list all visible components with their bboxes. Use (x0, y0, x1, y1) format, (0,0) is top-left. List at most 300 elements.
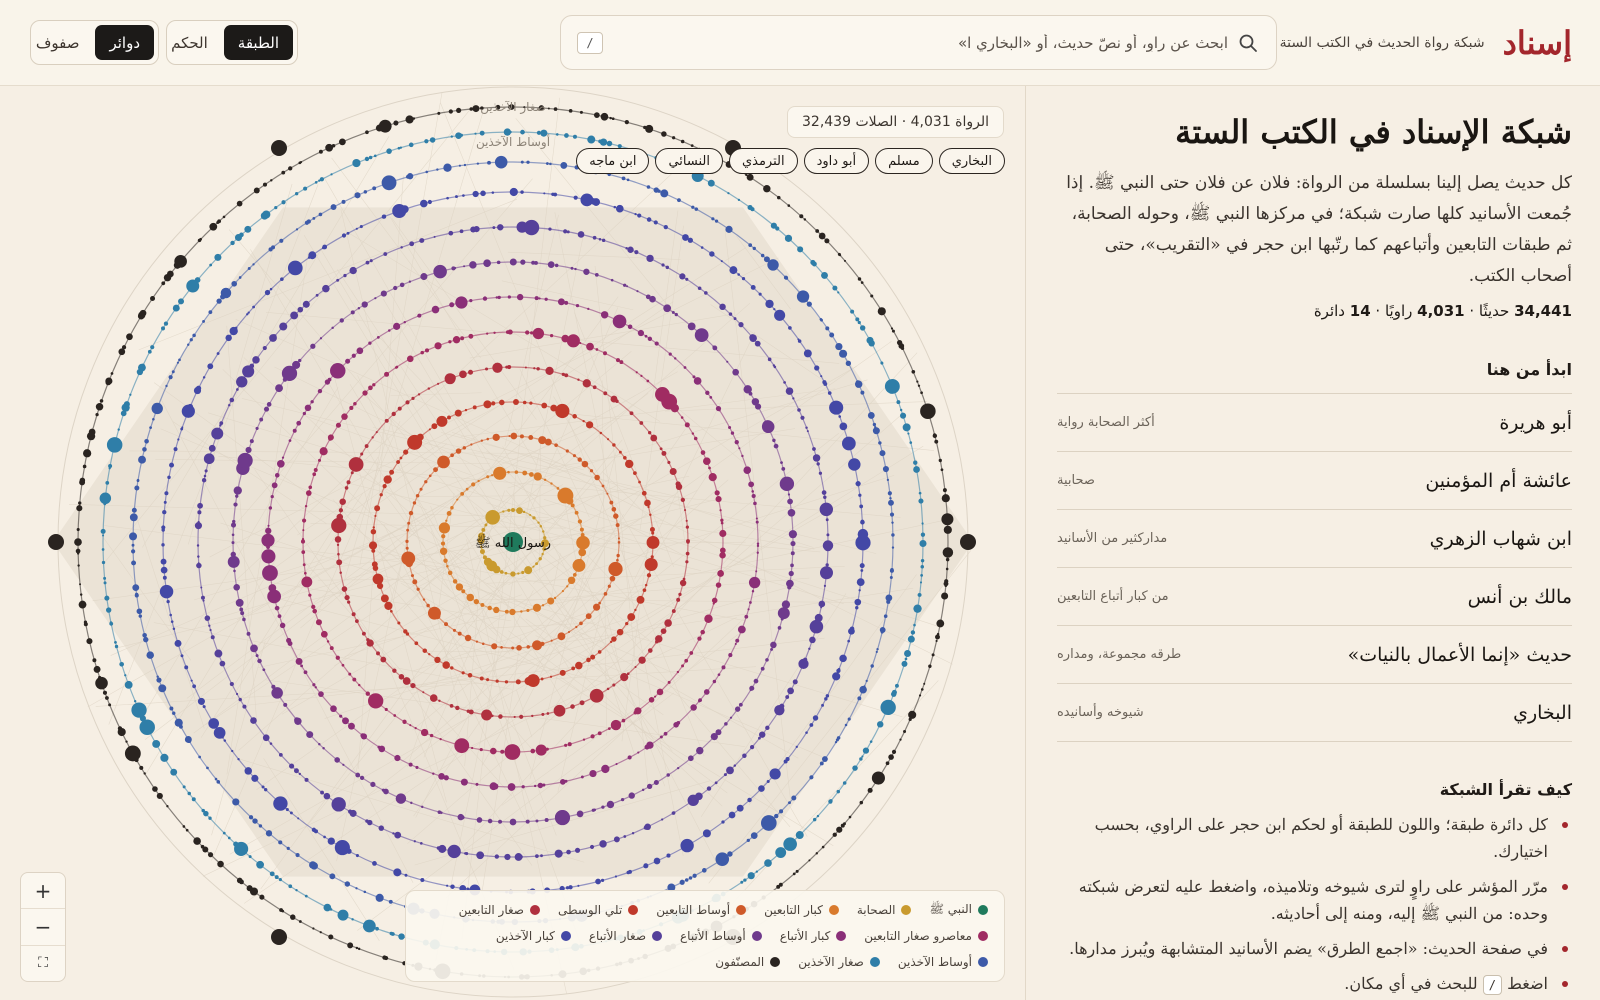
narrator-node[interactable] (279, 753, 283, 757)
narrator-node[interactable] (475, 783, 478, 786)
narrator-node[interactable] (876, 651, 878, 653)
narrator-node[interactable] (719, 509, 721, 511)
narrator-node[interactable] (124, 674, 126, 676)
narrator-node[interactable] (379, 825, 384, 830)
narrator-node[interactable] (492, 363, 502, 373)
narrator-node[interactable] (666, 773, 669, 776)
narrator-node[interactable] (239, 276, 242, 279)
narrator-node[interactable] (302, 529, 304, 531)
author-node[interactable] (960, 534, 976, 550)
narrator-node[interactable] (520, 190, 523, 193)
narrator-node[interactable] (586, 343, 594, 351)
narrator-node[interactable] (356, 947, 358, 949)
narrator-node[interactable] (886, 600, 890, 604)
narrator-node[interactable] (433, 467, 438, 472)
narrator-node[interactable] (298, 359, 301, 362)
narrator-node[interactable] (338, 910, 349, 921)
narrator-node[interactable] (403, 449, 408, 454)
narrator-node[interactable] (263, 346, 267, 350)
narrator-node[interactable] (164, 491, 168, 495)
narrator-node[interactable] (752, 494, 756, 498)
narrator-node[interactable] (279, 878, 282, 881)
narrator-node[interactable] (815, 229, 819, 233)
fit-screen-icon[interactable]: ⛶ (38, 955, 48, 972)
narrator-node[interactable] (448, 374, 456, 382)
narrator-node[interactable] (481, 710, 492, 721)
narrator-node[interactable] (249, 815, 253, 819)
narrator-node[interactable] (583, 269, 589, 275)
narrator-node[interactable] (829, 401, 843, 415)
narrator-node[interactable] (336, 279, 339, 282)
narrator-node[interactable] (305, 221, 309, 225)
narrator-node[interactable] (873, 423, 876, 426)
narrator-node[interactable] (540, 525, 542, 527)
narrator-node[interactable] (169, 614, 172, 617)
narrator-node[interactable] (328, 837, 335, 844)
narrator-node[interactable] (614, 206, 617, 209)
narrator-node[interactable] (755, 341, 761, 347)
narrator-node[interactable] (735, 371, 737, 373)
narrator-node[interactable] (464, 164, 466, 166)
narrator-node[interactable] (281, 200, 285, 204)
narrator-node[interactable] (349, 457, 364, 472)
narrator-node[interactable] (677, 767, 679, 769)
narrator-node[interactable] (821, 272, 828, 279)
narrator-node[interactable] (330, 363, 345, 378)
narrator-node[interactable] (205, 615, 211, 621)
narrator-node[interactable] (664, 732, 668, 736)
narrator-node[interactable] (374, 155, 377, 158)
narrator-node[interactable] (446, 197, 449, 200)
narrator-node[interactable] (751, 832, 758, 839)
narrator-node[interactable] (748, 872, 755, 879)
narrator-node[interactable] (626, 285, 628, 287)
narrator-node[interactable] (904, 650, 911, 657)
narrator-node[interactable] (330, 173, 332, 175)
narrator-node[interactable] (376, 894, 384, 902)
narrator-node[interactable] (366, 692, 370, 696)
narrator-node[interactable] (267, 590, 281, 604)
narrator-node[interactable] (305, 405, 312, 412)
narrator-node[interactable] (637, 751, 639, 753)
narrator-node[interactable] (303, 187, 307, 191)
narrator-node[interactable] (100, 399, 104, 403)
narrator-node[interactable] (348, 673, 351, 676)
narrator-node[interactable] (466, 488, 469, 491)
narrator-node[interactable] (602, 239, 605, 242)
narrator-node[interactable] (757, 552, 759, 554)
narrator-node[interactable] (405, 115, 413, 123)
narrator-node[interactable] (820, 375, 822, 377)
narrator-node[interactable] (704, 291, 708, 295)
narrator-node[interactable] (722, 665, 726, 669)
narrator-node[interactable] (448, 231, 453, 236)
narrator-node[interactable] (701, 450, 706, 455)
narrator-node[interactable] (598, 650, 602, 654)
narrator-node[interactable] (900, 409, 902, 411)
narrator-node[interactable] (162, 510, 166, 514)
narrator-node[interactable] (183, 785, 186, 788)
narrator-node[interactable] (692, 432, 694, 434)
narrator-node[interactable] (765, 658, 769, 662)
narrator-node[interactable] (198, 698, 205, 705)
narrator-node[interactable] (612, 117, 615, 120)
narrator-node[interactable] (438, 773, 445, 780)
narrator-node[interactable] (508, 783, 516, 791)
narrator-node[interactable] (438, 700, 440, 702)
narrator-node[interactable] (602, 769, 604, 771)
narrator-node[interactable] (752, 590, 754, 592)
narrator-node[interactable] (753, 502, 757, 506)
narrator-node[interactable] (595, 273, 599, 277)
narrator-node[interactable] (582, 420, 584, 422)
narrator-node[interactable] (473, 191, 479, 197)
narrator-node[interactable] (187, 739, 191, 743)
narrator-node[interactable] (331, 204, 337, 210)
narrator-node[interactable] (163, 576, 167, 580)
narrator-node[interactable] (838, 415, 841, 418)
narrator-node[interactable] (77, 552, 79, 554)
narrator-node[interactable] (496, 513, 499, 516)
narrator-node[interactable] (366, 638, 369, 641)
narrator-node[interactable] (903, 423, 911, 431)
narrator-node[interactable] (441, 534, 445, 538)
narrator-node[interactable] (405, 400, 409, 404)
narrator-node[interactable] (627, 247, 633, 253)
narrator-node[interactable] (579, 342, 581, 344)
narrator-node[interactable] (186, 829, 189, 832)
narrator-node[interactable] (340, 318, 344, 322)
narrator-node[interactable] (516, 645, 522, 651)
narrator-node[interactable] (550, 482, 552, 484)
narrator-node[interactable] (463, 446, 466, 449)
narrator-node[interactable] (524, 220, 539, 235)
narrator-node[interactable] (790, 564, 794, 568)
narrator-node[interactable] (607, 141, 613, 147)
start-item-aisha[interactable] (1057, 452, 1572, 510)
narrator-node[interactable] (201, 596, 205, 600)
narrator-node[interactable] (701, 246, 704, 249)
narrator-node[interactable] (458, 814, 464, 820)
narrator-node[interactable] (738, 199, 740, 201)
narrator-node[interactable] (586, 421, 593, 428)
narrator-node[interactable] (623, 284, 626, 287)
narrator-node[interactable] (574, 196, 578, 200)
narrator-node[interactable] (261, 549, 275, 563)
narrator-node[interactable] (347, 232, 350, 235)
narrator-node[interactable] (181, 654, 183, 656)
narrator-node[interactable] (774, 705, 784, 715)
narrator-node[interactable] (880, 362, 883, 365)
narrator-node[interactable] (892, 546, 894, 548)
narrator-node[interactable] (236, 599, 244, 607)
narrator-node[interactable] (278, 614, 282, 618)
narrator-node[interactable] (680, 580, 686, 586)
narrator-node[interactable] (540, 854, 543, 857)
narrator-node[interactable] (780, 461, 783, 464)
narrator-node[interactable] (715, 852, 729, 866)
narrator-node[interactable] (669, 353, 672, 356)
narrator-node[interactable] (303, 563, 306, 566)
narrator-node[interactable] (332, 144, 336, 148)
narrator-node[interactable] (450, 506, 453, 509)
narrator-node[interactable] (301, 577, 312, 588)
book-chip-abu-dawud[interactable]: أبو داود (804, 148, 870, 174)
narrator-node[interactable] (551, 640, 553, 642)
narrator-node[interactable] (558, 632, 566, 640)
narrator-node[interactable] (676, 598, 680, 602)
narrator-node[interactable] (471, 482, 475, 486)
narrator-node[interactable] (320, 447, 328, 455)
narrator-node[interactable] (524, 566, 532, 574)
narrator-node[interactable] (295, 889, 297, 891)
narrator-node[interactable] (823, 496, 826, 499)
narrator-node[interactable] (217, 861, 224, 868)
narrator-node[interactable] (833, 833, 837, 837)
narrator-node[interactable] (580, 111, 583, 114)
narrator-node[interactable] (766, 187, 770, 191)
narrator-node[interactable] (493, 607, 499, 613)
narrator-node[interactable] (252, 306, 255, 309)
narrator-node[interactable] (357, 347, 364, 354)
narrator-node[interactable] (681, 498, 685, 502)
narrator-node[interactable] (649, 514, 651, 516)
narrator-node[interactable] (515, 470, 519, 474)
narrator-node[interactable] (525, 330, 529, 334)
narrator-node[interactable] (823, 540, 834, 551)
narrator-node[interactable] (320, 337, 322, 339)
narrator-node[interactable] (228, 404, 230, 406)
narrator-node[interactable] (360, 453, 363, 456)
narrator-node[interactable] (805, 426, 807, 428)
narrator-node[interactable] (560, 670, 566, 676)
narrator-node[interactable] (534, 472, 542, 480)
narrator-node[interactable] (301, 550, 305, 554)
narrator-node[interactable] (239, 233, 244, 238)
narrator-node[interactable] (308, 594, 311, 597)
narrator-node[interactable] (556, 133, 559, 136)
narrator-node[interactable] (152, 786, 158, 792)
narrator-node[interactable] (934, 440, 938, 444)
narrator-node[interactable] (770, 642, 777, 649)
narrator-node[interactable] (481, 439, 483, 441)
narrator-node[interactable] (883, 466, 889, 472)
narrator-node[interactable] (650, 435, 657, 442)
narrator-node[interactable] (890, 576, 893, 579)
narrator-node[interactable] (721, 260, 723, 262)
narrator-node[interactable] (259, 824, 262, 827)
narrator-node[interactable] (344, 595, 349, 600)
narrator-node[interactable] (616, 523, 620, 527)
narrator-node[interactable] (77, 528, 80, 531)
narrator-node[interactable] (666, 266, 669, 269)
narrator-node[interactable] (190, 338, 193, 341)
narrator-node[interactable] (296, 658, 303, 665)
narrator-node[interactable] (389, 900, 393, 904)
narrator-node[interactable] (628, 325, 633, 330)
narrator-node[interactable] (441, 541, 445, 545)
narrator-node[interactable] (942, 494, 950, 502)
narrator-node[interactable] (726, 361, 728, 363)
narrator-node[interactable] (167, 271, 174, 278)
narrator-node[interactable] (481, 528, 485, 532)
narrator-node[interactable] (351, 310, 355, 314)
narrator-node[interactable] (504, 744, 520, 760)
narrator-node[interactable] (517, 294, 523, 300)
narrator-node[interactable] (335, 840, 350, 855)
narrator-node[interactable] (534, 785, 536, 787)
narrator-node[interactable] (502, 161, 505, 164)
narrator-node[interactable] (438, 810, 442, 814)
narrator-node[interactable] (461, 779, 468, 786)
narrator-node[interactable] (103, 577, 106, 580)
zoom-out-button[interactable]: − (21, 909, 65, 945)
narrator-node[interactable] (454, 267, 456, 269)
narrator-node[interactable] (502, 510, 504, 512)
narrator-node[interactable] (775, 226, 779, 230)
narrator-node[interactable] (77, 564, 79, 566)
narrator-node[interactable] (779, 809, 783, 813)
narrator-node[interactable] (467, 594, 475, 602)
narrator-node[interactable] (839, 254, 841, 256)
narrator-node[interactable] (554, 705, 566, 717)
narrator-node[interactable] (417, 434, 424, 441)
narrator-node[interactable] (533, 367, 535, 369)
narrator-node[interactable] (231, 552, 236, 557)
narrator-node[interactable] (661, 451, 666, 456)
narrator-node[interactable] (152, 418, 155, 421)
narrator-node[interactable] (94, 666, 101, 673)
narrator-node[interactable] (398, 933, 404, 939)
narrator-node[interactable] (711, 733, 718, 740)
narrator-node[interactable] (647, 573, 651, 577)
narrator-node[interactable] (342, 200, 346, 204)
narrator-node[interactable] (879, 450, 885, 456)
narrator-node[interactable] (820, 319, 823, 322)
narrator-node[interactable] (820, 762, 824, 766)
narrator-node[interactable] (703, 457, 711, 465)
narrator-node[interactable] (876, 648, 878, 650)
narrator-node[interactable] (244, 767, 252, 775)
narrator-node[interactable] (735, 639, 739, 643)
narrator-node[interactable] (327, 640, 329, 642)
narrator-node[interactable] (638, 656, 645, 663)
narrator-node[interactable] (278, 840, 282, 844)
narrator-node[interactable] (774, 814, 778, 818)
narrator-node[interactable] (415, 766, 418, 769)
narrator-node[interactable] (234, 842, 248, 856)
narrator-node[interactable] (362, 632, 366, 636)
narrator-node[interactable] (433, 265, 447, 279)
narrator-node[interactable] (271, 495, 274, 498)
narrator-node[interactable] (322, 246, 325, 249)
narrator-node[interactable] (328, 935, 332, 939)
narrator-node[interactable] (505, 610, 509, 614)
narrator-node[interactable] (312, 609, 317, 614)
narrator-node[interactable] (401, 551, 415, 565)
narrator-node[interactable] (768, 358, 772, 362)
narrator-node[interactable] (305, 778, 309, 782)
narrator-node[interactable] (824, 697, 827, 700)
narrator-node[interactable] (511, 647, 514, 650)
narrator-node[interactable] (364, 190, 367, 193)
narrator-node[interactable] (686, 539, 690, 543)
narrator-node[interactable] (318, 459, 321, 462)
narrator-node[interactable] (443, 164, 451, 172)
narrator-node[interactable] (598, 139, 602, 143)
narrator-node[interactable] (707, 786, 711, 790)
narrator-node[interactable] (269, 506, 272, 509)
narrator-node[interactable] (793, 679, 798, 684)
narrator-node[interactable] (215, 778, 218, 781)
narrator-node[interactable] (555, 404, 569, 418)
narrator-node[interactable] (262, 668, 265, 671)
narrator-node[interactable] (235, 494, 238, 497)
narrator-node[interactable] (487, 606, 491, 610)
narrator-node[interactable] (424, 480, 427, 483)
narrator-node[interactable] (352, 612, 356, 616)
narrator-node[interactable] (303, 412, 306, 415)
narrator-node[interactable] (568, 742, 572, 746)
narrator-node[interactable] (796, 831, 804, 839)
narrator-node[interactable] (857, 696, 861, 700)
narrator-node[interactable] (590, 697, 592, 699)
narrator-node[interactable] (370, 259, 373, 262)
narrator-node[interactable] (913, 466, 920, 473)
narrator-node[interactable] (166, 600, 169, 603)
narrator-node[interactable] (143, 637, 148, 642)
narrator-node[interactable] (165, 385, 167, 387)
narrator-node[interactable] (483, 296, 487, 300)
narrator-node[interactable] (134, 486, 139, 491)
narrator-node[interactable] (275, 473, 280, 478)
narrator-node[interactable] (573, 454, 576, 457)
narrator-node[interactable] (252, 818, 257, 823)
narrator-node[interactable] (716, 496, 722, 502)
narrator-node[interactable] (542, 604, 544, 606)
narrator-node[interactable] (265, 528, 271, 534)
narrator-node[interactable] (79, 583, 81, 585)
narrator-node[interactable] (287, 847, 290, 850)
narrator-node[interactable] (221, 288, 232, 299)
narrator-node[interactable] (139, 719, 154, 734)
narrator-node[interactable] (801, 295, 808, 302)
narrator-node[interactable] (465, 409, 467, 411)
narrator-node[interactable] (290, 811, 293, 814)
narrator-node[interactable] (692, 375, 695, 378)
narrator-node[interactable] (472, 105, 479, 112)
narrator-node[interactable] (270, 179, 272, 181)
narrator-node[interactable] (184, 665, 188, 669)
narrator-node[interactable] (236, 388, 239, 391)
narrator-node[interactable] (545, 298, 548, 301)
narrator-node[interactable] (920, 581, 922, 583)
narrator-node[interactable] (709, 396, 712, 399)
narrator-node[interactable] (610, 641, 612, 643)
narrator-node[interactable] (754, 679, 759, 684)
narrator-node[interactable] (95, 413, 98, 416)
narrator-node[interactable] (892, 750, 896, 754)
narrator-node[interactable] (352, 159, 360, 167)
narrator-node[interactable] (842, 437, 856, 451)
narrator-node[interactable] (520, 260, 525, 265)
narrator-node[interactable] (911, 370, 915, 374)
narrator-node[interactable] (924, 405, 930, 411)
narrator-node[interactable] (753, 247, 756, 250)
narrator-node[interactable] (923, 683, 925, 685)
narrator-node[interactable] (209, 629, 211, 631)
narrator-node[interactable] (786, 387, 794, 395)
